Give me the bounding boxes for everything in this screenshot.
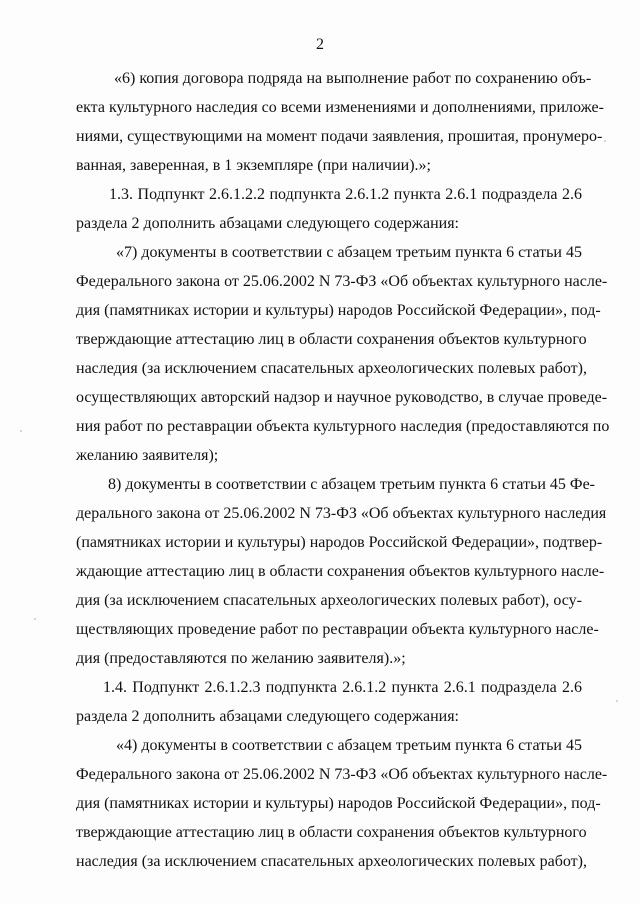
- text-line: дия (за исключением спасательных археологических полевых работ), осу-: [76, 592, 582, 609]
- text-line: дия (предоставляются по желанию заявителя).»;: [76, 650, 406, 667]
- text-line: раздела 2 дополнить абзацами следующего содержания:: [76, 215, 459, 232]
- text-line: желанию заявителя);: [76, 447, 219, 464]
- text-line: «6) копия договора подряда на выполнение работ по сохранению объ-: [114, 70, 592, 87]
- scan-speck: [616, 700, 618, 702]
- text-line: 1.3. Подпункт 2.6.1.2.2 подпункта 2.6.1.2 пункта 2.6.1 подраздела 2.6: [109, 186, 582, 203]
- text-line: ния работ по реставрации объекта культурного наследия (предоставляются по: [76, 418, 610, 435]
- text-line: наследия (за исключением спасательных археологических полевых работ),: [76, 360, 587, 377]
- text-line: 8) документы в соответствии с абзацем третьим пункта 6 статьи 45 Фе-: [108, 476, 595, 493]
- text-line: «7) документы в соответствии с абзацем третьим пункта 6 статьи 45: [116, 244, 582, 261]
- text-line: (памятниках истории и культуры) народов Российской Федерации», подтвер-: [76, 534, 603, 551]
- text-line: Федерального закона от 25.06.2002 N 73-ФЗ «Об объектах культурного насле-: [76, 766, 608, 783]
- document-body: [76, 64, 610, 876]
- page-number: 2: [316, 36, 324, 53]
- text-line: осуществляющих авторский надзор и научное руководство, в случае проведе-: [76, 389, 608, 406]
- text-line: екта культурного наследия со всеми изменениями и дополнениями, приложе-: [76, 99, 604, 116]
- text-line: ждающие аттестацию лиц в области сохранения объектов культурного насле-: [76, 563, 605, 580]
- text-line: раздела 2 дополнить абзацами следующего содержания:: [76, 708, 459, 725]
- scan-speck: [20, 430, 22, 432]
- text-line: Федерального закона от 25.06.2002 N 73-ФЗ «Об объектах культурного насле-: [76, 273, 608, 290]
- text-line: дерального закона от 25.06.2002 N 73-ФЗ «Об объектах культурного наследия: [76, 505, 607, 522]
- text-line: ниями, существующими на момент подачи заявления, прошитая, пронумеро-: [76, 128, 603, 145]
- text-line: тверждающие аттестацию лиц в области сохранения объектов культурного: [76, 824, 587, 841]
- text-line: ществляющих проведение работ по реставрации объекта культурного насле-: [76, 621, 599, 638]
- text-line: наследия (за исключением спасательных археологических полевых работ),: [76, 853, 587, 870]
- text-line: тверждающие аттестацию лиц в области сохранения объектов культурного: [76, 331, 587, 348]
- scan-speck: [34, 618, 36, 620]
- scan-speck: [604, 140, 606, 142]
- text-line: 1.4. Подпункт 2.6.1.2.3 подпункта 2.6.1.2 пункта 2.6.1 подраздела 2.6: [103, 679, 582, 696]
- text-line: ванная, заверенная, в 1 экземпляре (при наличии).»;: [76, 157, 431, 174]
- text-line: «4) документы в соответствии с абзацем третьим пункта 6 статьи 45: [116, 737, 582, 754]
- text-line: дия (памятниках истории и культуры) народов Российской Федерации», под-: [76, 302, 601, 319]
- text-line: дия (памятниках истории и культуры) народов Российской Федерации», под-: [76, 795, 601, 812]
